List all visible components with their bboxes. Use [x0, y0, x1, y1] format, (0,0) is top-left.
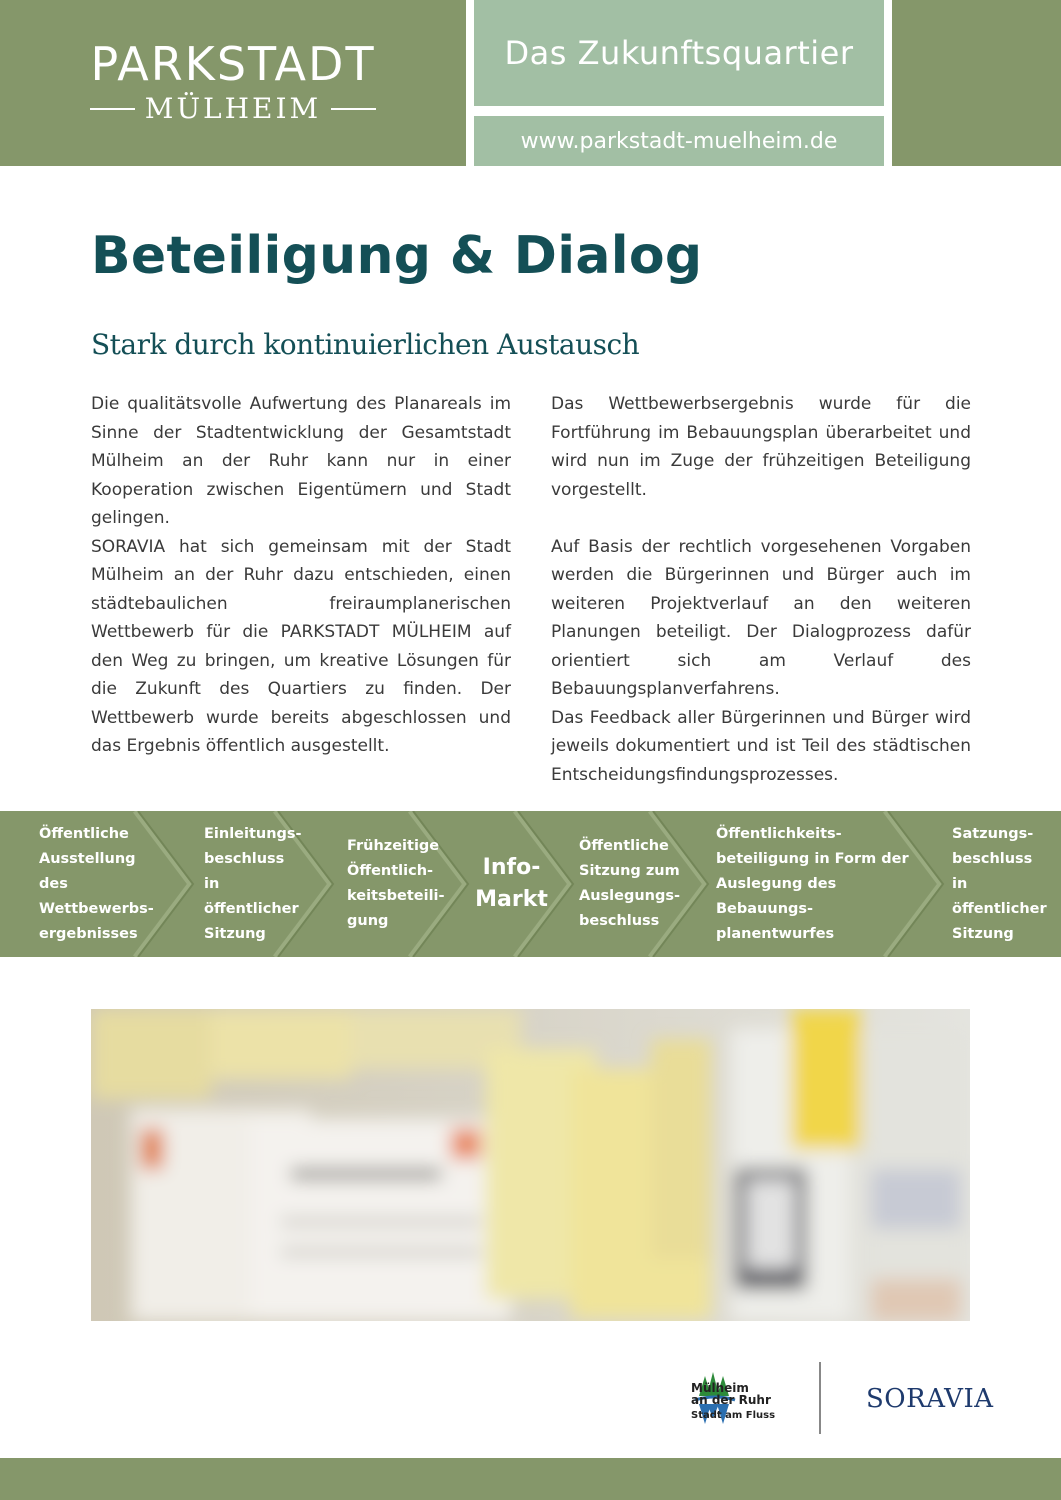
logo-divider: [819, 1362, 821, 1434]
page-header: [0, 0, 1061, 166]
header-tagline: Das Zukunftsquartier: [474, 0, 884, 106]
paragraph: Das Wettbewerbsergebnis wurde für die Fortführung im Bebauungsplan überarbeitet und wird nun im Zuge der frühzeitigen Beteiligung vorgestellt.: [551, 394, 971, 500]
process-step: [579, 811, 679, 957]
process-step-label: Satzungs-beschluss in öffentlicher Sitzung: [952, 825, 1047, 942]
header-separator: [466, 0, 474, 166]
paragraph: Auf Basis der rechtlich vorgesehenen Vorgaben werden die Bürgerinnen und Bürger auch im weiteren Projektverlauf an den weiteren Planungen beteiligt. Der Dialogprozess dafür orientiert sich am Verlauf des Bebauungsplanverfahrens.: [551, 536, 971, 699]
process-band: [0, 811, 1061, 957]
brand-bottom: MÜLHEIM: [144, 92, 322, 125]
parkstadt-logo: [90, 36, 376, 126]
body-column-left: [91, 390, 511, 761]
page-footer: [0, 1458, 1061, 1500]
brand-top: PARKSTADT: [90, 37, 376, 91]
workshop-photo: [91, 1009, 970, 1321]
body-column-right: [551, 390, 971, 789]
process-step-label: Öffentliche Ausstellung des Wettbewerbs-ergebnisses: [39, 825, 154, 942]
brand-rule-left: [90, 108, 135, 110]
blurred-notes-image: [91, 1009, 970, 1321]
header-separator: [884, 0, 892, 166]
paragraph: SORAVIA hat sich gemeinsam mit der Stadt Mülheim an der Ruhr dazu entschieden, einen städtebaulichen freiraumplanerischen Wettbewerb für die PARKSTADT MÜLHEIM auf den Weg zu bringen, um kreative Lösungen für die Zukunft des Quartiers zu finden. Der Wettbewerb wurde bereits abgeschlossen und das Ergebnis öffentlich ausgestellt.: [91, 536, 511, 756]
paragraph: Das Feedback aller Bürgerinnen und Bürger wird jeweils dokumentiert und ist Teil des städtischen Entscheidungsfindungsprozesses.: [551, 707, 971, 785]
city-name-line1: Mülheim: [691, 1381, 749, 1395]
soravia-logo: SORAVIA: [866, 1384, 994, 1414]
paragraph: Die qualitätsvolle Aufwertung des Planareals im Sinne der Stadtentwicklung der Gesamtstadt Mülheim an der Ruhr kann nur in einer Kooperation zwischen Eigentümern und Stadt gelingen.: [91, 394, 511, 528]
process-step-label: Öffentliche Sitzung zum Auslegungs-beschluss: [579, 838, 681, 929]
process-step: [39, 811, 159, 957]
page-title: Beteiligung & Dialog: [91, 226, 703, 286]
process-step: [347, 811, 445, 957]
process-step: [952, 811, 1052, 957]
brand-rule-right: [331, 108, 376, 110]
process-step-label: Öffentlichkeits-beteiligung in Form der Auslegung des Bebauungs-planentwurfes: [716, 825, 909, 942]
header-url-link[interactable]: www.parkstadt-muelheim.de: [474, 116, 884, 166]
header-gap: [474, 106, 884, 116]
page-subtitle: Stark durch kontinuierlichen Austausch: [91, 328, 640, 361]
process-step: [716, 811, 921, 957]
city-name-line2: an der Ruhr: [691, 1393, 771, 1407]
process-step-label: Frühzeitige Öffentlich-keitsbeteili-gung: [347, 838, 445, 929]
process-step-info-markt: [474, 811, 549, 957]
muelheim-logo-text: [691, 1382, 775, 1422]
process-step-label: Einleitungs-beschluss in öffentlicher Sitzung: [204, 825, 302, 942]
city-slogan: Stadt am Fluss: [691, 1410, 776, 1421]
process-step-label: Info-Markt: [475, 855, 548, 912]
process-step: [204, 811, 304, 957]
